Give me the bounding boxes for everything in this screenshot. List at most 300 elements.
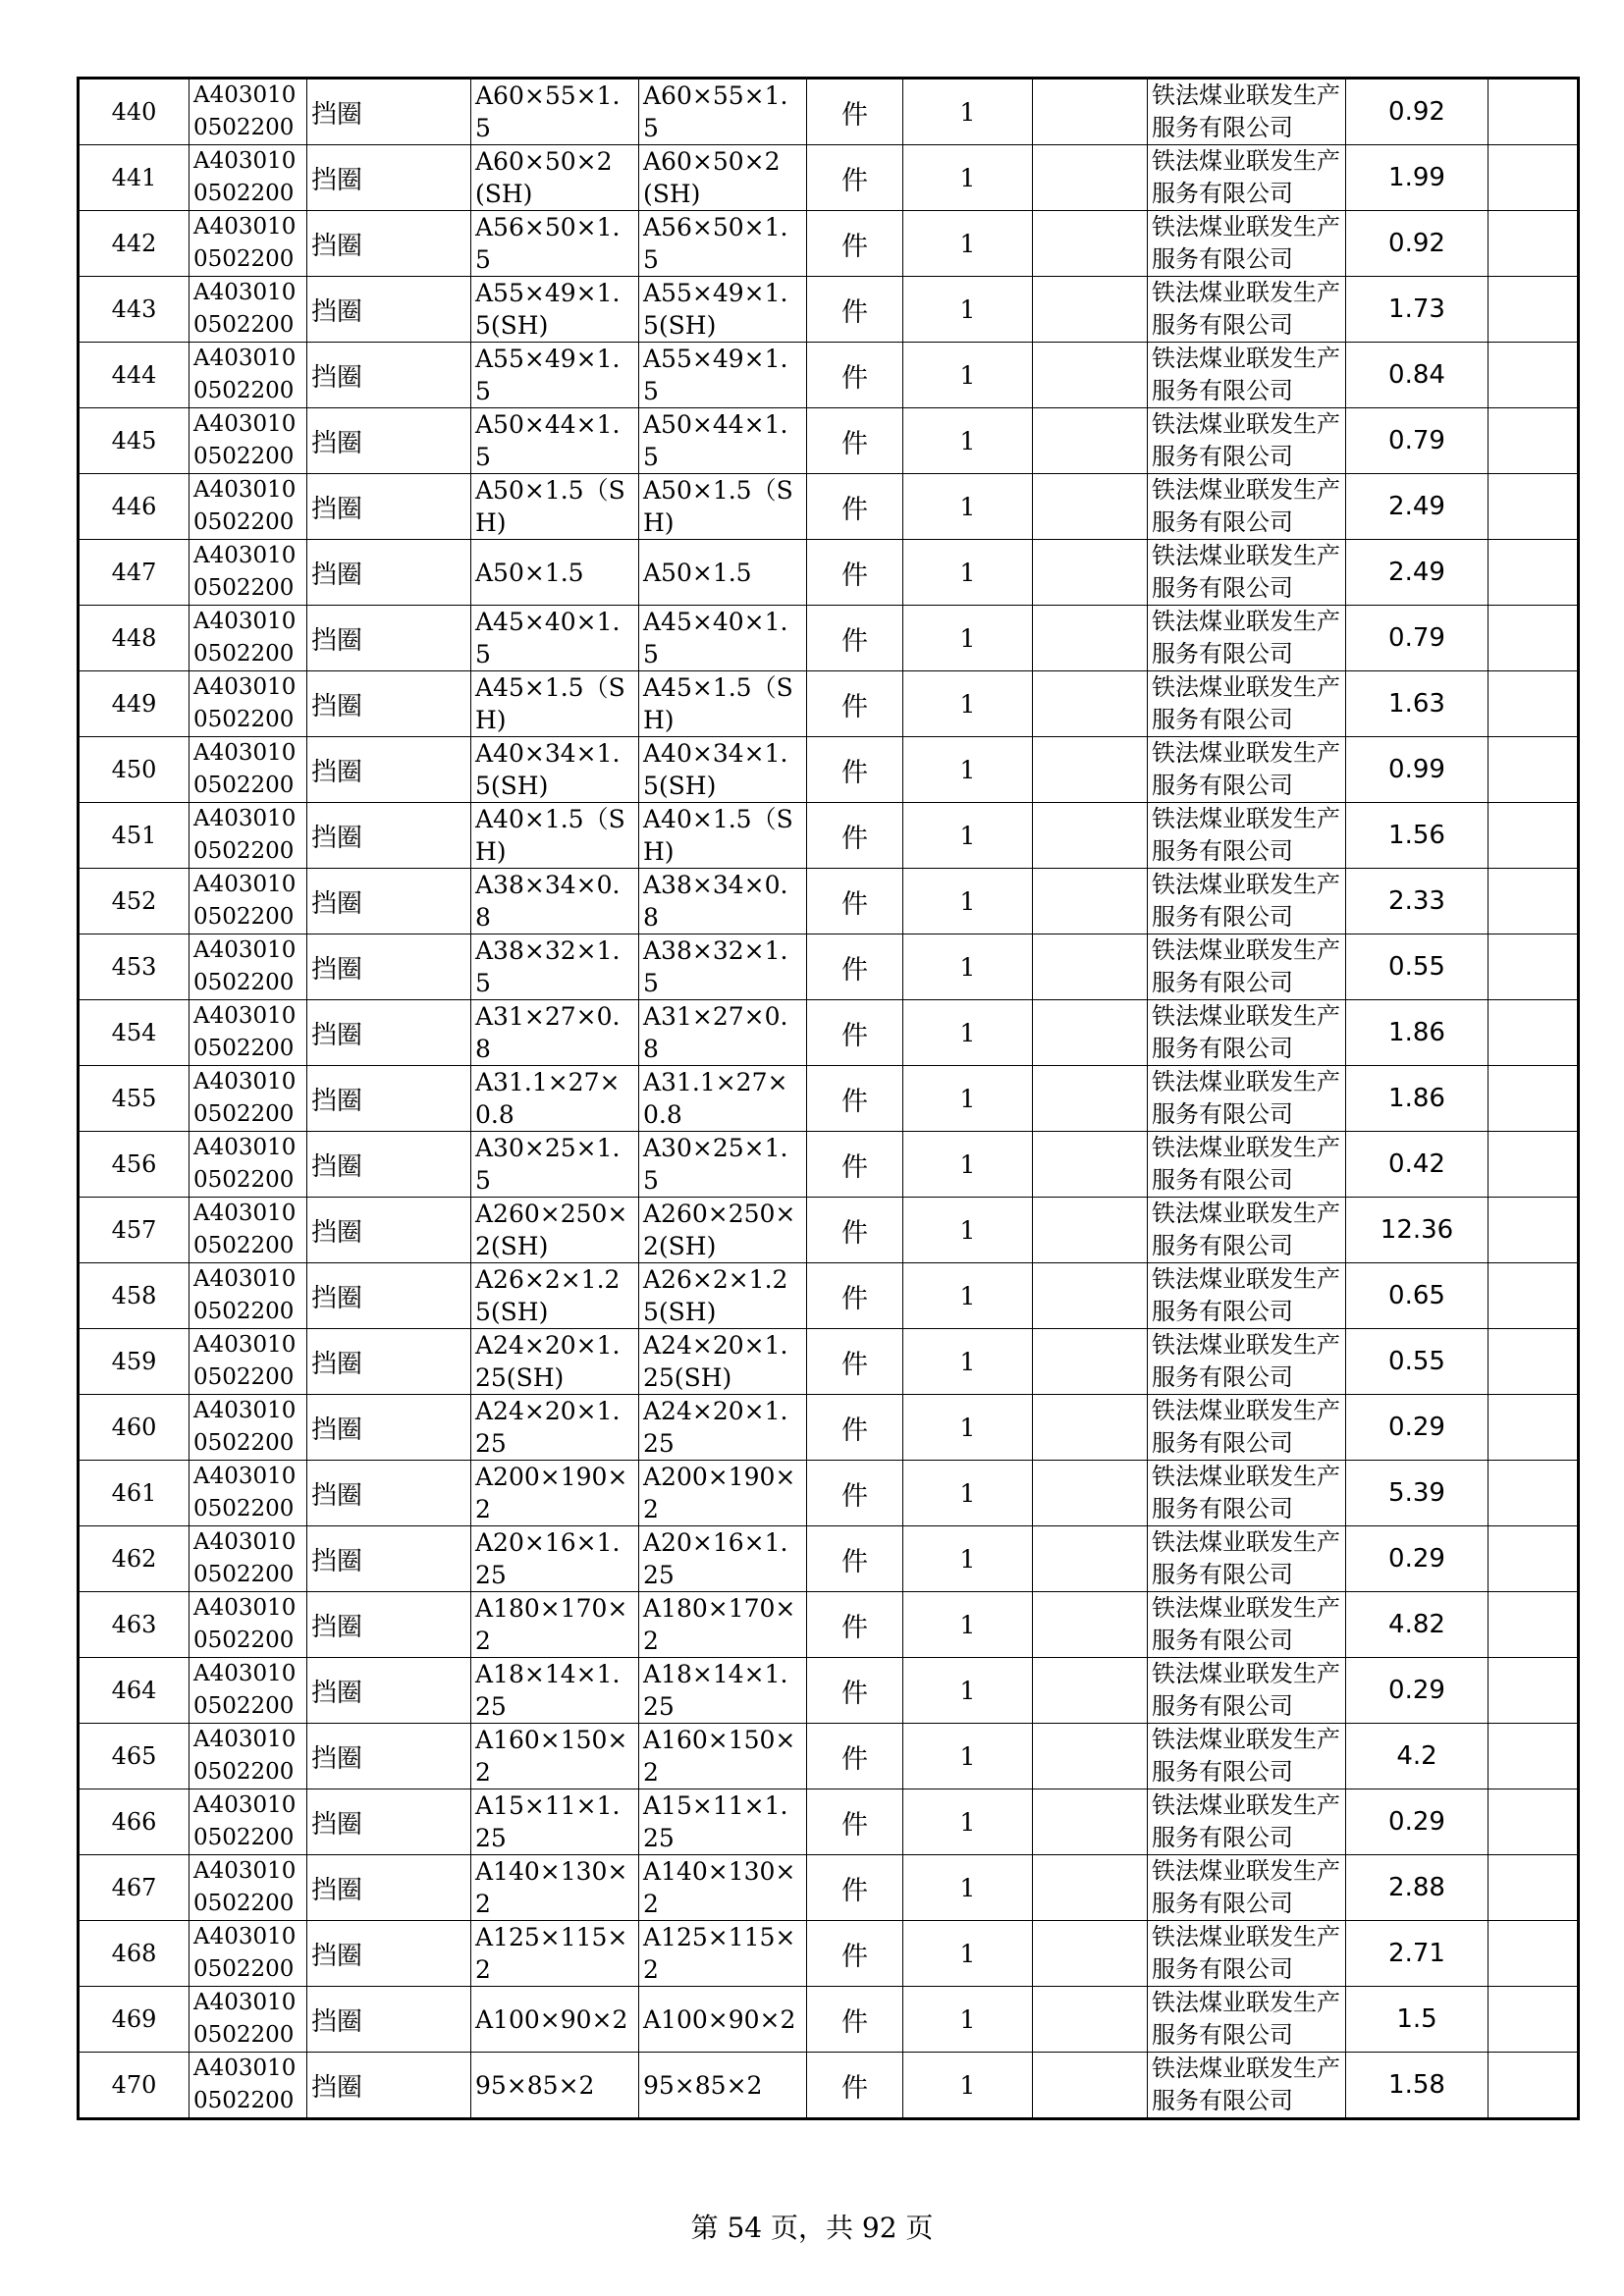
- unit-price-cell: 0.55: [1346, 1329, 1489, 1395]
- supplier-cell: 铁法煤业联发生产服务有限公司: [1148, 803, 1346, 869]
- unit-cell: 件: [807, 1724, 903, 1789]
- spec-cell: A125×115×2: [471, 1921, 639, 1987]
- blank-cell-cell: [1033, 1000, 1148, 1066]
- spec-cell: A60×55×1.5: [471, 79, 639, 145]
- blank-cell-cell: [1033, 1724, 1148, 1789]
- blank-cell-cell: [1033, 1263, 1148, 1329]
- spec-cell: 95×85×2: [471, 2053, 639, 2119]
- spec-cell: A38×32×1.5: [471, 934, 639, 1000]
- remark-cell: [1489, 803, 1579, 869]
- remark-cell: [1489, 1329, 1579, 1395]
- model-cell: A38×32×1.5: [639, 934, 807, 1000]
- material-code-cell: A4030100502200: [189, 1000, 307, 1066]
- item-name-cell: 挡圈: [307, 1132, 471, 1198]
- blank-cell-cell: [1033, 1658, 1148, 1724]
- blank-cell-cell: [1033, 671, 1148, 737]
- remark-cell: [1489, 145, 1579, 211]
- row-number-cell: 447: [79, 540, 189, 606]
- row-number-cell: 452: [79, 869, 189, 934]
- remark-cell: [1489, 1789, 1579, 1855]
- supplier-cell: 铁法煤业联发生产服务有限公司: [1148, 474, 1346, 540]
- quantity-cell: 1: [903, 1198, 1033, 1263]
- item-name-cell: 挡圈: [307, 1526, 471, 1592]
- row-number-cell: 444: [79, 343, 189, 408]
- supplier-cell: 铁法煤业联发生产服务有限公司: [1148, 737, 1346, 803]
- quantity-cell: 1: [903, 606, 1033, 671]
- row-number-cell: 441: [79, 145, 189, 211]
- unit-cell: 件: [807, 211, 903, 277]
- supplier-cell: 铁法煤业联发生产服务有限公司: [1148, 869, 1346, 934]
- spec-cell: A50×1.5: [471, 540, 639, 606]
- spec-cell: A60×50×2(SH): [471, 145, 639, 211]
- material-code-cell: A4030100502200: [189, 1461, 307, 1526]
- item-name-cell: 挡圈: [307, 1263, 471, 1329]
- blank-cell-cell: [1033, 1329, 1148, 1395]
- item-name-cell: 挡圈: [307, 671, 471, 737]
- supplier-cell: 铁法煤业联发生产服务有限公司: [1148, 145, 1346, 211]
- remark-cell: [1489, 1263, 1579, 1329]
- unit-price-cell: 0.65: [1346, 1263, 1489, 1329]
- supplier-cell: 铁法煤业联发生产服务有限公司: [1148, 343, 1346, 408]
- model-cell: A24×20×1.25: [639, 1395, 807, 1461]
- unit-cell: 件: [807, 934, 903, 1000]
- table-row: [79, 343, 1579, 408]
- remark-cell: [1489, 1132, 1579, 1198]
- item-name-cell: 挡圈: [307, 1789, 471, 1855]
- unit-price-cell: 0.42: [1346, 1132, 1489, 1198]
- quantity-cell: 1: [903, 1987, 1033, 2053]
- model-cell: A20×16×1.25: [639, 1526, 807, 1592]
- material-code-cell: A4030100502200: [189, 1263, 307, 1329]
- model-cell: A200×190×2: [639, 1461, 807, 1526]
- item-name-cell: 挡圈: [307, 211, 471, 277]
- item-name-cell: 挡圈: [307, 1724, 471, 1789]
- unit-cell: 件: [807, 1855, 903, 1921]
- model-cell: 95×85×2: [639, 2053, 807, 2119]
- row-number-cell: 465: [79, 1724, 189, 1789]
- unit-cell: 件: [807, 1329, 903, 1395]
- unit-cell: 件: [807, 1526, 903, 1592]
- blank-cell-cell: [1033, 1198, 1148, 1263]
- material-code-cell: A4030100502200: [189, 211, 307, 277]
- supplier-cell: 铁法煤业联发生产服务有限公司: [1148, 1198, 1346, 1263]
- table-row: [79, 1592, 1579, 1658]
- supplier-cell: 铁法煤业联发生产服务有限公司: [1148, 1263, 1346, 1329]
- supplier-cell: 铁法煤业联发生产服务有限公司: [1148, 1789, 1346, 1855]
- material-code-cell: A4030100502200: [189, 1329, 307, 1395]
- table-row: [79, 1526, 1579, 1592]
- spec-cell: A50×1.5（SH): [471, 474, 639, 540]
- item-name-cell: 挡圈: [307, 540, 471, 606]
- supplier-cell: 铁法煤业联发生产服务有限公司: [1148, 1000, 1346, 1066]
- row-number-cell: 453: [79, 934, 189, 1000]
- spec-cell: A26×2×1.25(SH): [471, 1263, 639, 1329]
- quantity-cell: 1: [903, 79, 1033, 145]
- unit-cell: 件: [807, 1000, 903, 1066]
- supplier-cell: 铁法煤业联发生产服务有限公司: [1148, 606, 1346, 671]
- item-name-cell: 挡圈: [307, 803, 471, 869]
- table-row: [79, 1066, 1579, 1132]
- quantity-cell: 1: [903, 408, 1033, 474]
- row-number-cell: 445: [79, 408, 189, 474]
- blank-cell-cell: [1033, 869, 1148, 934]
- material-code-cell: A4030100502200: [189, 869, 307, 934]
- row-number-cell: 463: [79, 1592, 189, 1658]
- item-name-cell: 挡圈: [307, 2053, 471, 2119]
- unit-cell: 件: [807, 869, 903, 934]
- item-name-cell: 挡圈: [307, 474, 471, 540]
- material-code-cell: A4030100502200: [189, 1592, 307, 1658]
- item-name-cell: 挡圈: [307, 343, 471, 408]
- table-row: [79, 1789, 1579, 1855]
- model-cell: A40×1.5（SH): [639, 803, 807, 869]
- material-code-cell: A4030100502200: [189, 1987, 307, 2053]
- row-number-cell: 457: [79, 1198, 189, 1263]
- model-cell: A260×250×2(SH): [639, 1198, 807, 1263]
- model-cell: A30×25×1.5: [639, 1132, 807, 1198]
- unit-cell: 件: [807, 1592, 903, 1658]
- spec-cell: A40×34×1.5(SH): [471, 737, 639, 803]
- quantity-cell: 1: [903, 211, 1033, 277]
- material-code-cell: A4030100502200: [189, 1198, 307, 1263]
- table-row: [79, 1724, 1579, 1789]
- supplier-cell: 铁法煤业联发生产服务有限公司: [1148, 1724, 1346, 1789]
- supplier-cell: 铁法煤业联发生产服务有限公司: [1148, 1526, 1346, 1592]
- unit-price-cell: 0.79: [1346, 408, 1489, 474]
- supplier-cell: 铁法煤业联发生产服务有限公司: [1148, 1132, 1346, 1198]
- item-name-cell: 挡圈: [307, 1855, 471, 1921]
- spec-cell: A180×170×2: [471, 1592, 639, 1658]
- blank-cell-cell: [1033, 343, 1148, 408]
- unit-cell: 件: [807, 474, 903, 540]
- unit-cell: 件: [807, 79, 903, 145]
- unit-price-cell: 0.99: [1346, 737, 1489, 803]
- unit-price-cell: 0.84: [1346, 343, 1489, 408]
- remark-cell: [1489, 79, 1579, 145]
- row-number-cell: 450: [79, 737, 189, 803]
- item-name-cell: 挡圈: [307, 1329, 471, 1395]
- row-number-cell: 459: [79, 1329, 189, 1395]
- spec-cell: A55×49×1.5: [471, 343, 639, 408]
- blank-cell-cell: [1033, 474, 1148, 540]
- quantity-cell: 1: [903, 540, 1033, 606]
- blank-cell-cell: [1033, 145, 1148, 211]
- spec-cell: A100×90×2: [471, 1987, 639, 2053]
- table-row: [79, 540, 1579, 606]
- item-name-cell: 挡圈: [307, 1395, 471, 1461]
- unit-price-cell: 1.99: [1346, 145, 1489, 211]
- remark-cell: [1489, 343, 1579, 408]
- table-row: [79, 408, 1579, 474]
- blank-cell-cell: [1033, 606, 1148, 671]
- remark-cell: [1489, 606, 1579, 671]
- item-name-cell: 挡圈: [307, 1658, 471, 1724]
- quantity-cell: 1: [903, 1724, 1033, 1789]
- remark-cell: [1489, 408, 1579, 474]
- unit-price-cell: 0.79: [1346, 606, 1489, 671]
- quantity-cell: 1: [903, 277, 1033, 343]
- unit-price-cell: 2.71: [1346, 1921, 1489, 1987]
- table-row: [79, 1658, 1579, 1724]
- supplier-cell: 铁法煤业联发生产服务有限公司: [1148, 408, 1346, 474]
- spec-cell: A45×40×1.5: [471, 606, 639, 671]
- unit-price-cell: 0.29: [1346, 1526, 1489, 1592]
- table-row: [79, 934, 1579, 1000]
- model-cell: A38×34×0.8: [639, 869, 807, 934]
- model-cell: A60×50×2(SH): [639, 145, 807, 211]
- row-number-cell: 446: [79, 474, 189, 540]
- item-name-cell: 挡圈: [307, 1592, 471, 1658]
- material-code-cell: A4030100502200: [189, 1526, 307, 1592]
- table-row: [79, 1263, 1579, 1329]
- table-row: [79, 1395, 1579, 1461]
- item-name-cell: 挡圈: [307, 1461, 471, 1526]
- model-cell: A180×170×2: [639, 1592, 807, 1658]
- blank-cell-cell: [1033, 1132, 1148, 1198]
- remark-cell: [1489, 1592, 1579, 1658]
- row-number-cell: 470: [79, 2053, 189, 2119]
- remark-cell: [1489, 1526, 1579, 1592]
- table-row: [79, 1987, 1579, 2053]
- material-code-cell: A4030100502200: [189, 79, 307, 145]
- unit-cell: 件: [807, 1461, 903, 1526]
- spec-cell: A18×14×1.25: [471, 1658, 639, 1724]
- material-code-cell: A4030100502200: [189, 474, 307, 540]
- unit-cell: 件: [807, 1198, 903, 1263]
- model-cell: A26×2×1.25(SH): [639, 1263, 807, 1329]
- unit-cell: 件: [807, 671, 903, 737]
- item-name-cell: 挡圈: [307, 145, 471, 211]
- supplier-cell: 铁法煤业联发生产服务有限公司: [1148, 1066, 1346, 1132]
- material-code-cell: A4030100502200: [189, 606, 307, 671]
- table-row: [79, 869, 1579, 934]
- table-row: [79, 474, 1579, 540]
- remark-cell: [1489, 671, 1579, 737]
- blank-cell-cell: [1033, 737, 1148, 803]
- model-cell: A125×115×2: [639, 1921, 807, 1987]
- remark-cell: [1489, 934, 1579, 1000]
- spec-cell: A55×49×1.5(SH): [471, 277, 639, 343]
- spec-cell: A56×50×1.5: [471, 211, 639, 277]
- quantity-cell: 1: [903, 1066, 1033, 1132]
- supplier-cell: 铁法煤业联发生产服务有限公司: [1148, 1987, 1346, 2053]
- material-code-cell: A4030100502200: [189, 1789, 307, 1855]
- row-number-cell: 462: [79, 1526, 189, 1592]
- row-number-cell: 451: [79, 803, 189, 869]
- material-code-cell: A4030100502200: [189, 408, 307, 474]
- supplier-cell: 铁法煤业联发生产服务有限公司: [1148, 1329, 1346, 1395]
- table-row: [79, 1855, 1579, 1921]
- material-code-cell: A4030100502200: [189, 277, 307, 343]
- item-name-cell: 挡圈: [307, 1198, 471, 1263]
- unit-price-cell: 1.56: [1346, 803, 1489, 869]
- remark-cell: [1489, 1066, 1579, 1132]
- model-cell: A45×40×1.5: [639, 606, 807, 671]
- item-name-cell: 挡圈: [307, 277, 471, 343]
- blank-cell-cell: [1033, 1592, 1148, 1658]
- spec-cell: A260×250×2(SH): [471, 1198, 639, 1263]
- table-row: [79, 1329, 1579, 1395]
- row-number-cell: 443: [79, 277, 189, 343]
- quantity-cell: 1: [903, 1789, 1033, 1855]
- unit-cell: 件: [807, 1987, 903, 2053]
- quantity-cell: 1: [903, 343, 1033, 408]
- model-cell: A60×55×1.5: [639, 79, 807, 145]
- blank-cell-cell: [1033, 1395, 1148, 1461]
- remark-cell: [1489, 869, 1579, 934]
- item-name-cell: 挡圈: [307, 869, 471, 934]
- table-row: [79, 671, 1579, 737]
- blank-cell-cell: [1033, 408, 1148, 474]
- model-cell: A45×1.5（SH): [639, 671, 807, 737]
- unit-cell: 件: [807, 1658, 903, 1724]
- table-row: [79, 2053, 1579, 2119]
- quantity-cell: 1: [903, 1526, 1033, 1592]
- model-cell: A50×1.5（SH): [639, 474, 807, 540]
- material-code-cell: A4030100502200: [189, 2053, 307, 2119]
- unit-price-cell: 5.39: [1346, 1461, 1489, 1526]
- quantity-cell: 1: [903, 934, 1033, 1000]
- model-cell: A55×49×1.5(SH): [639, 277, 807, 343]
- table-row: [79, 606, 1579, 671]
- material-code-cell: A4030100502200: [189, 803, 307, 869]
- unit-price-cell: 1.86: [1346, 1000, 1489, 1066]
- supplier-cell: 铁法煤业联发生产服务有限公司: [1148, 671, 1346, 737]
- quantity-cell: 1: [903, 1921, 1033, 1987]
- remark-cell: [1489, 1724, 1579, 1789]
- row-number-cell: 467: [79, 1855, 189, 1921]
- blank-cell-cell: [1033, 540, 1148, 606]
- row-number-cell: 455: [79, 1066, 189, 1132]
- spec-cell: A30×25×1.5: [471, 1132, 639, 1198]
- model-cell: A100×90×2: [639, 1987, 807, 2053]
- blank-cell-cell: [1033, 1461, 1148, 1526]
- quantity-cell: 1: [903, 1461, 1033, 1526]
- unit-price-cell: 1.58: [1346, 2053, 1489, 2119]
- item-name-cell: 挡圈: [307, 737, 471, 803]
- item-name-cell: 挡圈: [307, 1921, 471, 1987]
- unit-cell: 件: [807, 1263, 903, 1329]
- model-cell: A140×130×2: [639, 1855, 807, 1921]
- row-number-cell: 454: [79, 1000, 189, 1066]
- row-number-cell: 466: [79, 1789, 189, 1855]
- supplier-cell: 铁法煤业联发生产服务有限公司: [1148, 1592, 1346, 1658]
- material-code-cell: A4030100502200: [189, 1921, 307, 1987]
- remark-cell: [1489, 1658, 1579, 1724]
- model-cell: A15×11×1.25: [639, 1789, 807, 1855]
- unit-cell: 件: [807, 737, 903, 803]
- material-code-cell: A4030100502200: [189, 1724, 307, 1789]
- model-cell: A24×20×1.25(SH): [639, 1329, 807, 1395]
- table-row: [79, 1461, 1579, 1526]
- model-cell: A18×14×1.25: [639, 1658, 807, 1724]
- blank-cell-cell: [1033, 1855, 1148, 1921]
- model-cell: A50×44×1.5: [639, 408, 807, 474]
- spec-cell: A24×20×1.25(SH): [471, 1329, 639, 1395]
- quantity-cell: 1: [903, 1395, 1033, 1461]
- spec-cell: A31×27×0.8: [471, 1000, 639, 1066]
- table-row: [79, 737, 1579, 803]
- row-number-cell: 468: [79, 1921, 189, 1987]
- blank-cell-cell: [1033, 1789, 1148, 1855]
- unit-cell: 件: [807, 343, 903, 408]
- table-row: [79, 79, 1579, 145]
- supplier-cell: 铁法煤业联发生产服务有限公司: [1148, 1461, 1346, 1526]
- quantity-cell: 1: [903, 1855, 1033, 1921]
- row-number-cell: 469: [79, 1987, 189, 2053]
- material-code-cell: A4030100502200: [189, 1658, 307, 1724]
- unit-cell: 件: [807, 1395, 903, 1461]
- unit-cell: 件: [807, 1789, 903, 1855]
- spec-cell: A31.1×27×0.8: [471, 1066, 639, 1132]
- unit-cell: 件: [807, 2053, 903, 2119]
- row-number-cell: 442: [79, 211, 189, 277]
- unit-price-cell: 4.82: [1346, 1592, 1489, 1658]
- unit-price-cell: 4.2: [1346, 1724, 1489, 1789]
- item-name-cell: 挡圈: [307, 1000, 471, 1066]
- remark-cell: [1489, 1461, 1579, 1526]
- row-number-cell: 458: [79, 1263, 189, 1329]
- spec-cell: A50×44×1.5: [471, 408, 639, 474]
- unit-cell: 件: [807, 606, 903, 671]
- blank-cell-cell: [1033, 1066, 1148, 1132]
- remark-cell: [1489, 2053, 1579, 2119]
- blank-cell-cell: [1033, 1987, 1148, 2053]
- unit-cell: 件: [807, 803, 903, 869]
- remark-cell: [1489, 474, 1579, 540]
- material-code-cell: A4030100502200: [189, 671, 307, 737]
- supplier-cell: 铁法煤业联发生产服务有限公司: [1148, 2053, 1346, 2119]
- unit-price-cell: 2.88: [1346, 1855, 1489, 1921]
- unit-price-cell: 0.92: [1346, 211, 1489, 277]
- table-row: [79, 803, 1579, 869]
- unit-price-cell: 1.5: [1346, 1987, 1489, 2053]
- row-number-cell: 461: [79, 1461, 189, 1526]
- price-list-table: [77, 77, 1580, 2120]
- unit-cell: 件: [807, 277, 903, 343]
- item-name-cell: 挡圈: [307, 1987, 471, 2053]
- material-code-cell: A4030100502200: [189, 1855, 307, 1921]
- quantity-cell: 1: [903, 1263, 1033, 1329]
- unit-cell: 件: [807, 145, 903, 211]
- blank-cell-cell: [1033, 934, 1148, 1000]
- remark-cell: [1489, 1921, 1579, 1987]
- material-code-cell: A4030100502200: [189, 1395, 307, 1461]
- remark-cell: [1489, 540, 1579, 606]
- item-name-cell: 挡圈: [307, 1066, 471, 1132]
- quantity-cell: 1: [903, 474, 1033, 540]
- item-name-cell: 挡圈: [307, 79, 471, 145]
- remark-cell: [1489, 1987, 1579, 2053]
- page-number: 第 54 页，共 92 页: [690, 2212, 934, 2244]
- blank-cell-cell: [1033, 1526, 1148, 1592]
- spec-cell: A38×34×0.8: [471, 869, 639, 934]
- unit-cell: 件: [807, 540, 903, 606]
- model-cell: A31×27×0.8: [639, 1000, 807, 1066]
- quantity-cell: 1: [903, 1329, 1033, 1395]
- model-cell: A56×50×1.5: [639, 211, 807, 277]
- table-row: [79, 211, 1579, 277]
- remark-cell: [1489, 1000, 1579, 1066]
- table-body: [79, 79, 1579, 2119]
- row-number-cell: 448: [79, 606, 189, 671]
- blank-cell-cell: [1033, 1921, 1148, 1987]
- table-row: [79, 1198, 1579, 1263]
- spec-cell: A40×1.5（SH): [471, 803, 639, 869]
- supplier-cell: 铁法煤业联发生产服务有限公司: [1148, 1855, 1346, 1921]
- blank-cell-cell: [1033, 211, 1148, 277]
- row-number-cell: 456: [79, 1132, 189, 1198]
